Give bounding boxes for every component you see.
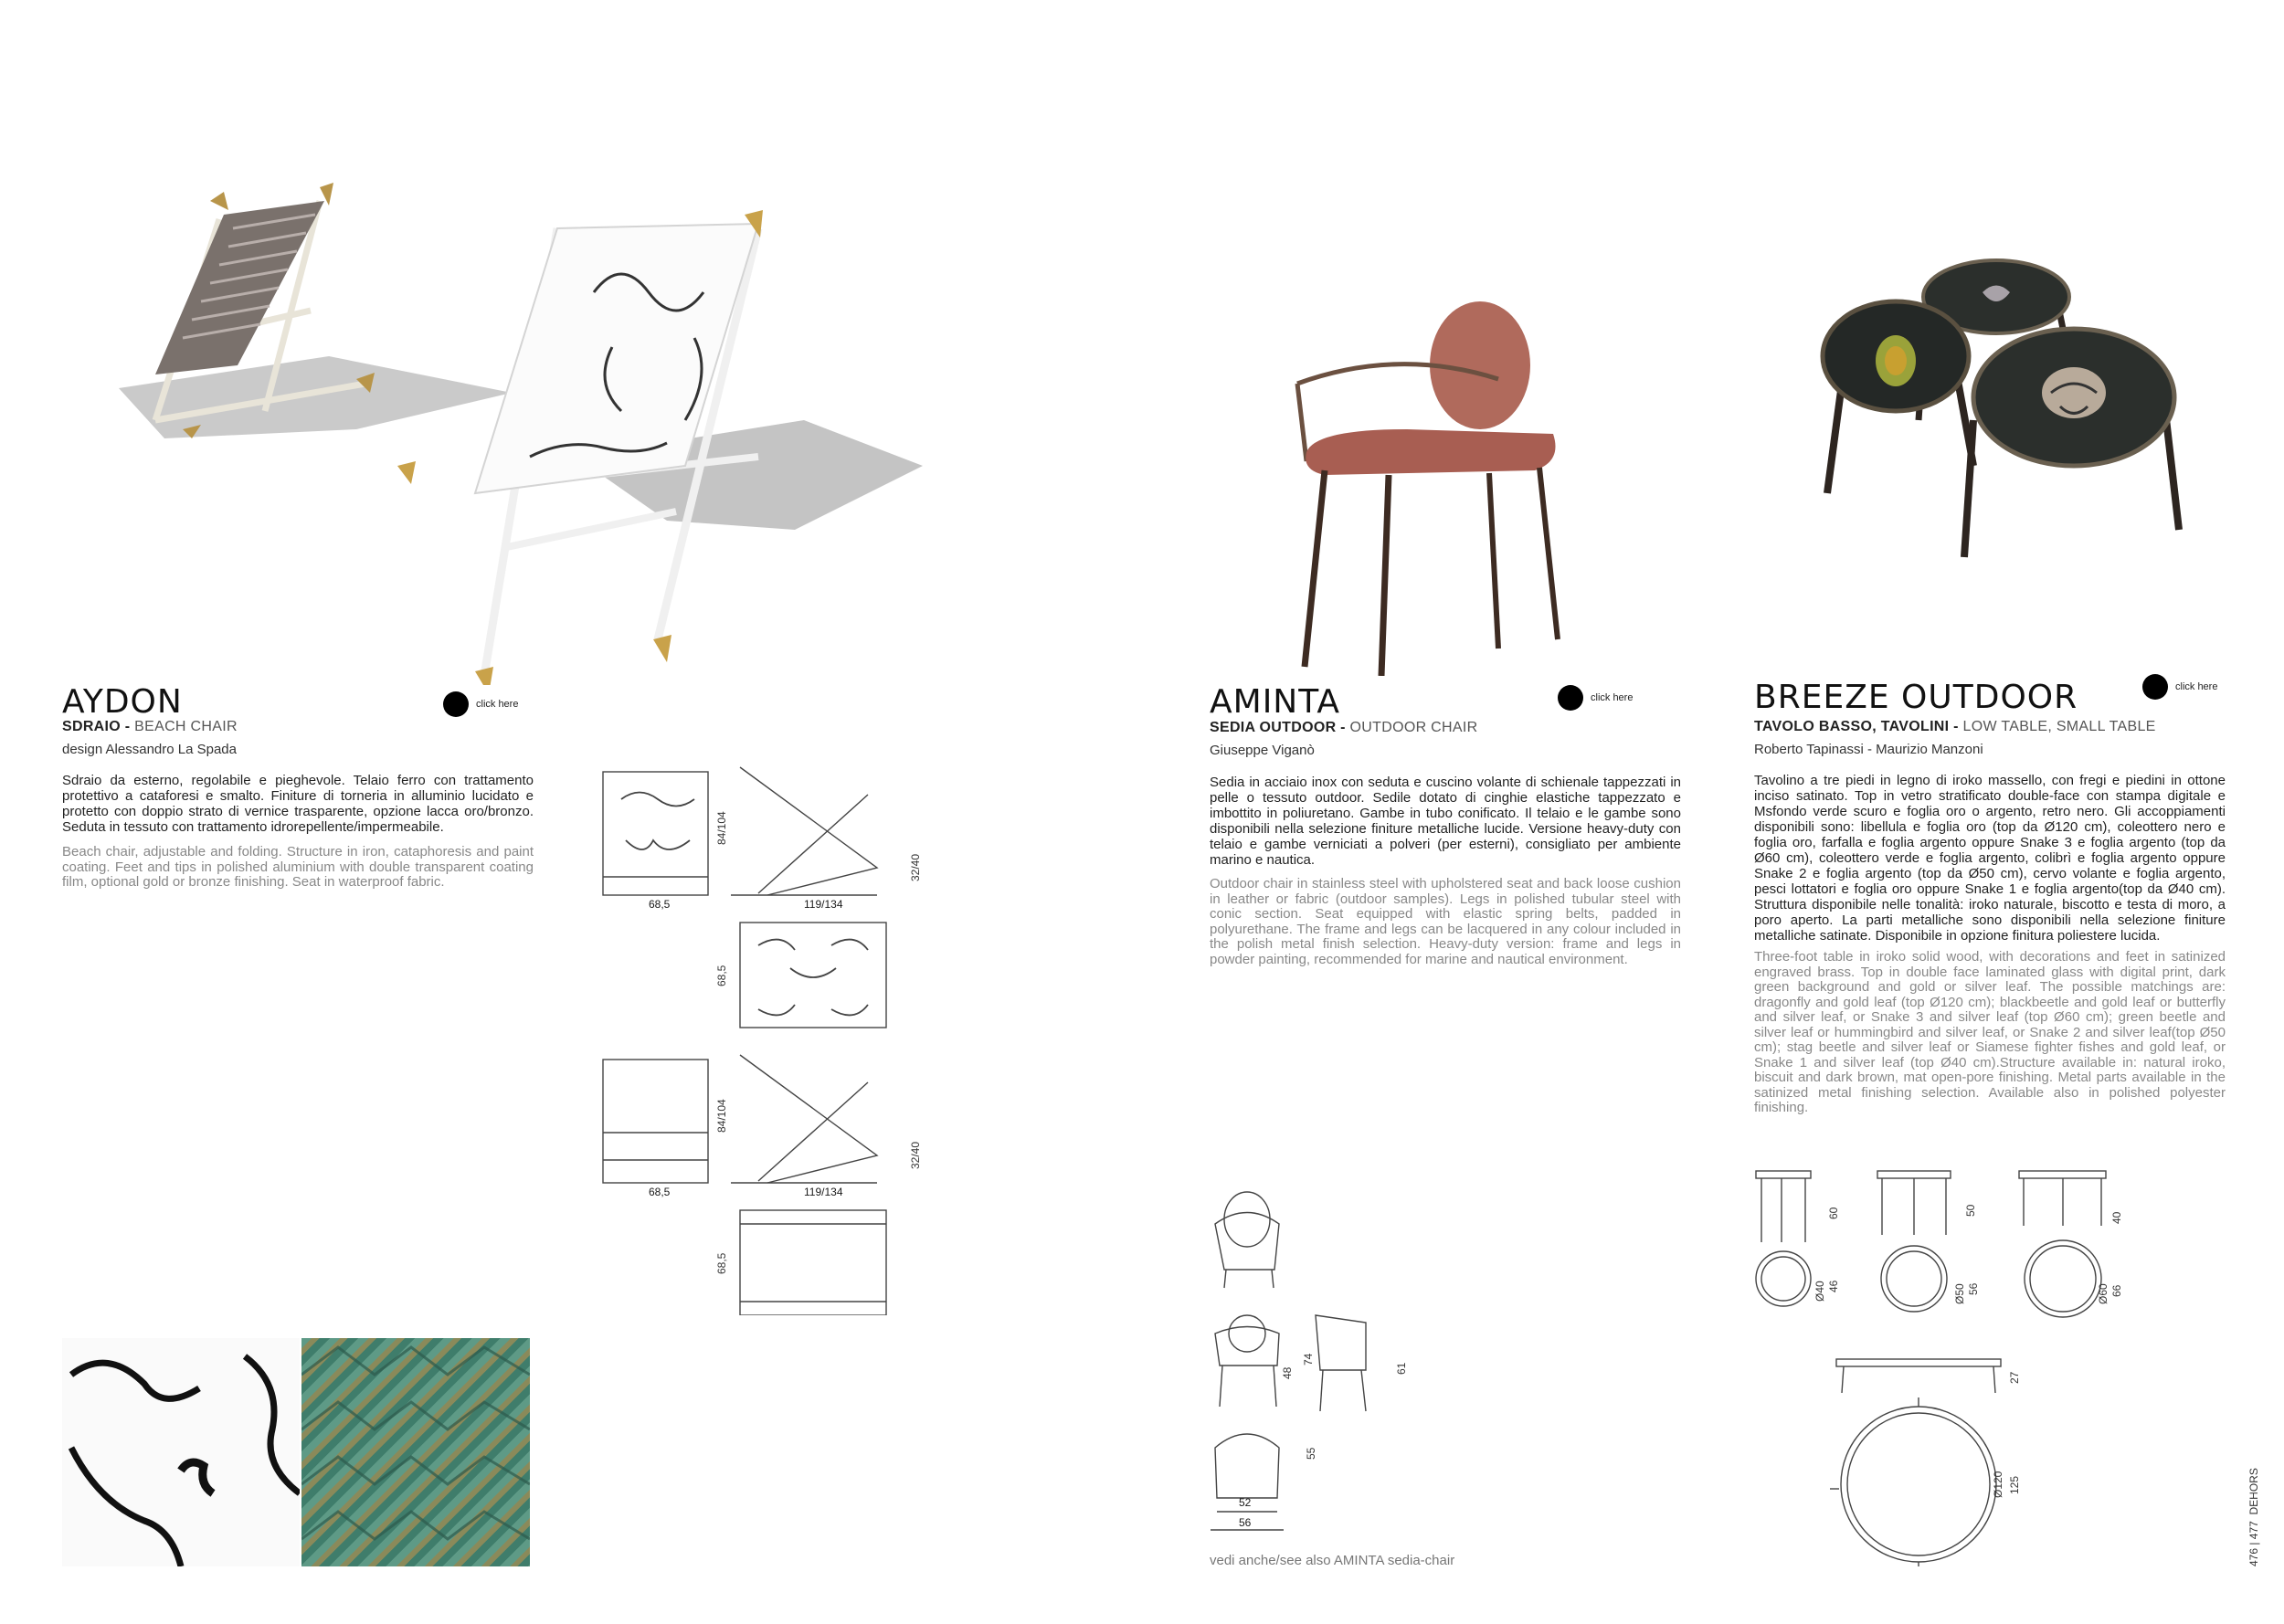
- aydon-subtitle: [62, 719, 238, 735]
- click-dot-icon: [2142, 674, 2168, 700]
- breeze-dim-h27: 27: [2008, 1371, 2021, 1384]
- page-footer: [2247, 1468, 2260, 1566]
- breeze-designer: Roberto Tapinassi - Maurizio Manzoni: [1754, 742, 1983, 757]
- aminta-dim-width-1: 52: [1239, 1496, 1252, 1509]
- aydon-dim-depth-2: 119/134: [804, 1186, 843, 1198]
- aminta-see-also: vedi anche/see also AMINTA sedia-chair: [1210, 1553, 1455, 1568]
- aydon-designer: design Alessandro La Spada: [62, 742, 237, 757]
- aydon-dim-height-1: 84/104: [715, 811, 728, 845]
- breeze-technical-drawings: [1745, 1160, 2129, 1566]
- breeze-dim-h60: 60: [1827, 1207, 1840, 1219]
- aminta-subtitle-it: SEDIA OUTDOOR -: [1210, 720, 1350, 735]
- aminta-dim-side-height: 61: [1395, 1362, 1408, 1375]
- aminta-dim-seat-height: 48: [1281, 1366, 1294, 1379]
- aydon-subtitle-it: SDRAIO -: [62, 719, 135, 734]
- click-dot-icon: [1558, 685, 1583, 711]
- breeze-subtitle-en: LOW TABLE, SMALL TABLE: [1962, 719, 2156, 734]
- breeze-dim-h40: 40: [2110, 1211, 2123, 1224]
- aydon-dim-side-2: 32/40: [909, 1141, 922, 1169]
- breeze-dim-d60: Ø60: [2097, 1283, 2110, 1304]
- aydon-dim-height-2: 84/104: [715, 1099, 728, 1133]
- aydon-click-label: click here: [476, 699, 519, 710]
- breeze-dim-d120: Ø120: [1992, 1471, 2004, 1498]
- aydon-swatch-white-pattern: [62, 1338, 300, 1566]
- breeze-subtitle-it: TAVOLO BASSO, TAVOLINI -: [1754, 719, 1963, 734]
- breeze-description-en: Three-foot table in iroko solid wood, with decorations and feet in satinized engraved brass. Top in double face laminated glass with digital print, dark green background and gold or silver leaf. The possible matchings are: dragonfly and gold leaf (top Ø120 cm); blackbeetle and gold leaf or butterfly and silver leaf, or Snake 3 and silver leaf (top Ø60 cm); green beetle and silver leaf or hummingbird and silver leaf, or Snake 2 and silver leaf(top Ø50 cm); stag beetle and silver leaf or Siamese fighter fishes and gold leaf, or Snake 1 and silver leaf (top Ø40 cm).Structure available in: natural iroko, biscuit and dark brown, mat open-pore finishing. Metal parts available in the satinized metal finishing selection. Available also in polished polyester finishing.: [1754, 949, 2226, 1115]
- aminta-designer: Giuseppe Viganò: [1210, 743, 1315, 758]
- aydon-dim-width-1: 68,5: [649, 898, 671, 911]
- aydon-description-en: Beach chair, adjustable and folding. Structure in iron, cataphoresis and paint coating. Feet and tips in polished aluminium with double transparent coating film, optional gold or bronze finishing. Seat in waterproof fabric.: [62, 844, 534, 890]
- aydon-dim-plan-2: 68,5: [715, 1252, 728, 1274]
- aminta-dim-total-height: 74: [1302, 1353, 1315, 1366]
- aydon-dim-depth-1: 119/134: [804, 898, 843, 911]
- breeze-click-label: click here: [2175, 681, 2218, 692]
- breeze-dim-d56: 56: [1967, 1282, 1980, 1295]
- breeze-product-photo: [1818, 256, 2193, 566]
- aydon-click-here-link[interactable]: [443, 691, 518, 717]
- breeze-dim-d46: 46: [1827, 1280, 1840, 1292]
- aydon-dim-plan-1: 68,5: [715, 965, 728, 986]
- click-dot-icon: [443, 691, 469, 717]
- breeze-click-here-link[interactable]: [2142, 674, 2217, 700]
- aydon-subtitle-en: BEACH CHAIR: [134, 719, 238, 734]
- breeze-dim-h50: 50: [1964, 1204, 1977, 1217]
- aminta-subtitle-en: OUTDOOR CHAIR: [1349, 720, 1478, 735]
- aminta-description-it: Sedia in acciaio inox con seduta e cuscino volante di schienale tappezzati in pelle o tessuto outdoor. Sedile dotato di cinghie elastiche tappezzato e imbottito in poliuretano. Gambe in tubo conificato. Il telaio e le gambe sono disponibili nella selezione finiture metalliche lucide. Versione heavy-duty con telaio e gambe verniciati a polveri (per esterni), consigliato per ambiente marino e nautica.: [1210, 775, 1681, 868]
- aminta-dim-width-2: 56: [1239, 1516, 1252, 1529]
- aydon-dim-side-1: 32/40: [909, 853, 922, 881]
- aminta-subtitle: [1210, 720, 1477, 736]
- section-name: DEHORS: [2247, 1468, 2260, 1515]
- page-numbers: 476 | 477: [2247, 1521, 2260, 1566]
- breeze-subtitle: [1754, 719, 2156, 735]
- aminta-product-photo: [1279, 292, 1581, 676]
- aydon-title: AYDON: [62, 683, 183, 721]
- aydon-technical-drawings: [594, 758, 932, 1315]
- aminta-click-here-link[interactable]: [1558, 685, 1633, 711]
- breeze-title: BREEZE OUTDOOR: [1754, 679, 2078, 716]
- aydon-description-it: Sdraio da esterno, regolabile e pieghevole. Telaio ferro con trattamento protettivo a cataforesi e smalto. Finiture di torneria in alluminio lucidato e protetto con doppio strato di vernice trasparente, opzione lacca oro/bronzo. Seduta in tessuto con trattamento idrorepellente/impermeabile.: [62, 773, 534, 835]
- breeze-dim-d125: 125: [2008, 1475, 2021, 1494]
- breeze-dim-d40: Ø40: [1813, 1281, 1826, 1302]
- breeze-dim-d66: 66: [2110, 1284, 2123, 1297]
- aydon-product-photo: [100, 164, 959, 685]
- breeze-description-it: Tavolino a tre piedi in legno di iroko massello, con fregi e piedini in ottone inciso satinato. Top in vetro stratificato double-face con stampa digitale e Msfondo verde scuro e foglia oro o argento, retro nero. Gli accoppiamenti disponibili sono: libellula e foglia oro (top da Ø120 cm), coleottero nero e foglia oro, farfalla e foglia argento oppure Snake 3 e foglia argento (top da Ø60 cm), coleottero verde e foglia argento, colibrì e foglia argento oppure Snake 2 e foglia argento (top da Ø50 cm), cervo volante e foglia argento, pesci lottatori e foglia oro oppure Snake 1 e foglia argento(top da Ø40 cm). Struttura disponibile nelle tonalità: iroko naturale, biscotto e testa di moro, a poro aperto. La parti metalliche sono disponibili nella selezione finiture metalliche satinate. Disponibile in opzione finitura poliestere lucida.: [1754, 773, 2226, 944]
- aminta-description-en: Outdoor chair in stainless steel with upholstered seat and back loose cushion in leather or fabric (outdoor samples). Legs in polished tubular steel with conic section. Seat equipped with elastic spring belts, padded in polyurethane. The frame and legs can be lacquered in any colour included in the polish metal finish selection. Heavy-duty version: frame and legs in powder painting, recommended for marine and nautical environment.: [1210, 876, 1681, 967]
- aminta-title: AMINTA: [1210, 683, 1341, 721]
- aminta-dim-depth: 55: [1305, 1447, 1317, 1460]
- breeze-dim-d50: Ø50: [1953, 1283, 1966, 1304]
- aydon-swatch-green-pattern: [301, 1338, 530, 1566]
- aydon-dim-width-2: 68,5: [649, 1186, 671, 1198]
- aminta-click-label: click here: [1591, 692, 1634, 703]
